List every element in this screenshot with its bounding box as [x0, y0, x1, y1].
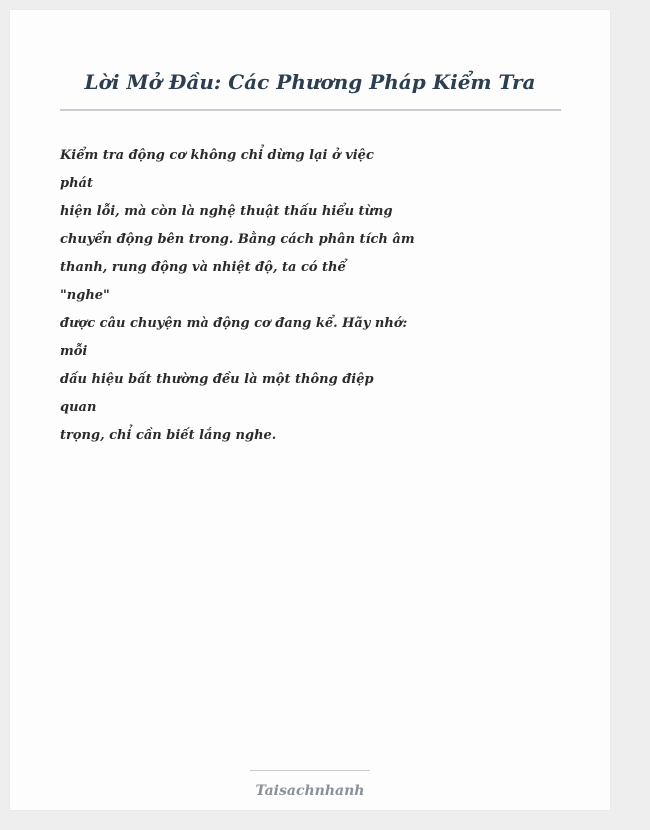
body-line: "nghe" [60, 288, 110, 303]
footer-divider [250, 770, 370, 771]
body-line: quan [60, 400, 97, 415]
title-divider [60, 109, 561, 111]
body-line: trọng, chỉ cần biết lắng nghe. [60, 428, 277, 443]
body-paragraph [60, 142, 415, 450]
body-line: Kiểm tra động cơ không chỉ dừng lại ở việc [60, 148, 374, 163]
body-line: dấu hiệu bất thường đều là một thông điệp [60, 372, 374, 387]
body-line: được câu chuyện mà động cơ đang kể. Hãy nhớ: [60, 316, 408, 331]
body-line: hiện lỗi, mà còn là nghệ thuật thấu hiểu từng [60, 204, 393, 219]
body-line: chuyển động bên trong. Bằng cách phân tích âm [60, 232, 415, 247]
body-line: thanh, rung động và nhiệt độ, ta có thể [60, 260, 346, 275]
body-line: mỗi [60, 344, 88, 359]
body-line: phát [60, 176, 93, 191]
document-page [10, 10, 610, 810]
page-title: Lời Mở Đầu: Các Phương Pháp Kiểm Tra [84, 70, 536, 94]
footer-label: Taisachnhanh [255, 783, 365, 799]
